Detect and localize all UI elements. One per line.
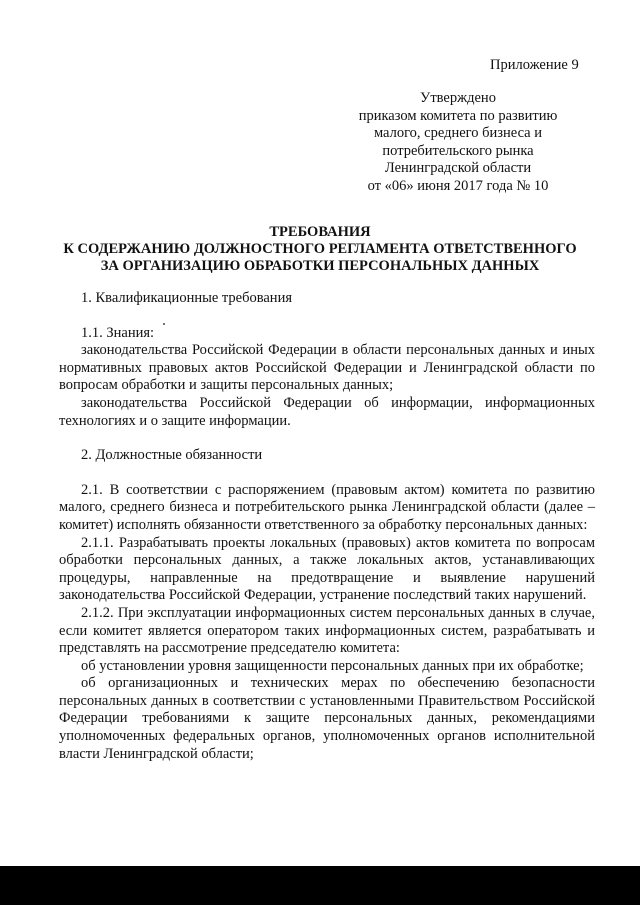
document-title (40, 224, 600, 275)
scan-bottom-edge (0, 866, 640, 905)
approval-line: Ленинградской области (384, 160, 532, 177)
document-body (59, 290, 595, 763)
approval-line: малого, среднего бизнеса и (373, 125, 543, 142)
approval-line: от «06» июня 2017 года № 10 (367, 177, 549, 194)
paragraph: 2.1.2. При эксплуатации информационных систем персональных данных в случае, если комитет является оператором таких информационных систем, разрабатывать и представлять на рассмотрение председателю комитета: (59, 604, 595, 657)
approval-block (328, 90, 588, 196)
paragraph: 2.1.1. Разрабатывать проекты локальных (правовых) актов комитета по вопросам обработки персональных данных, а также локальных актов, устанавливающих процедуры, направленные на предотвращение и выявление нарушений законодательства Российской Федерации, устранение последствий таких нарушений. (59, 534, 595, 604)
title-line: ТРЕБОВАНИЯ (269, 224, 371, 240)
approval-line: приказом комитета по развитию (358, 107, 558, 124)
title-line: К СОДЕРЖАНИЮ ДОЛЖНОСТНОГО РЕГЛАМЕНТА ОТВЕТСТВЕННОГО (63, 241, 577, 257)
approval-line: Утверждено (420, 90, 496, 106)
title-line: ЗА ОРГАНИЗАЦИЮ ОБРАБОТКИ ПЕРСОНАЛЬНЫХ ДАННЫХ (100, 258, 540, 274)
paragraph: законодательства Российской Федерации об информации, информационных технологиях и о защите информации. (59, 394, 595, 429)
paragraph: 2.1. В соответствии с распоряжением (правовым актом) комитета по развитию малого, среднего бизнеса и потребительского рынка Ленинградской области (далее – комитет) исполнять обязанности ответственного за обработку персональных данных: (59, 481, 595, 533)
paragraph: об установлении уровня защищенности персональных данных при их обработке; (81, 657, 584, 674)
section-heading: 2. Должностные обязанности (81, 447, 263, 464)
annex-label: Приложение 9 (490, 57, 579, 73)
section-heading: 1. Квалификационные требования (81, 290, 293, 306)
subsection-heading: 1.1. Знания: (81, 324, 155, 341)
approval-line: потребительского рынка (382, 142, 534, 159)
paragraph: законодательства Российской Федерации в области персональных данных и иных нормативных правовых актов Российской Федерации и Ленинградской области по вопросам обработки и защиты персональных данных; (59, 342, 595, 394)
paragraph: об организационных и технических мерах по обеспечению безопасности персональных данных в соответствии с установленными Правительством Российской Федерации требованиями к защите персональных данных, рекомендациями уполномоченных федеральных органов, уполномоченных органов исполнительной власти Ленинградской области; (59, 675, 595, 762)
